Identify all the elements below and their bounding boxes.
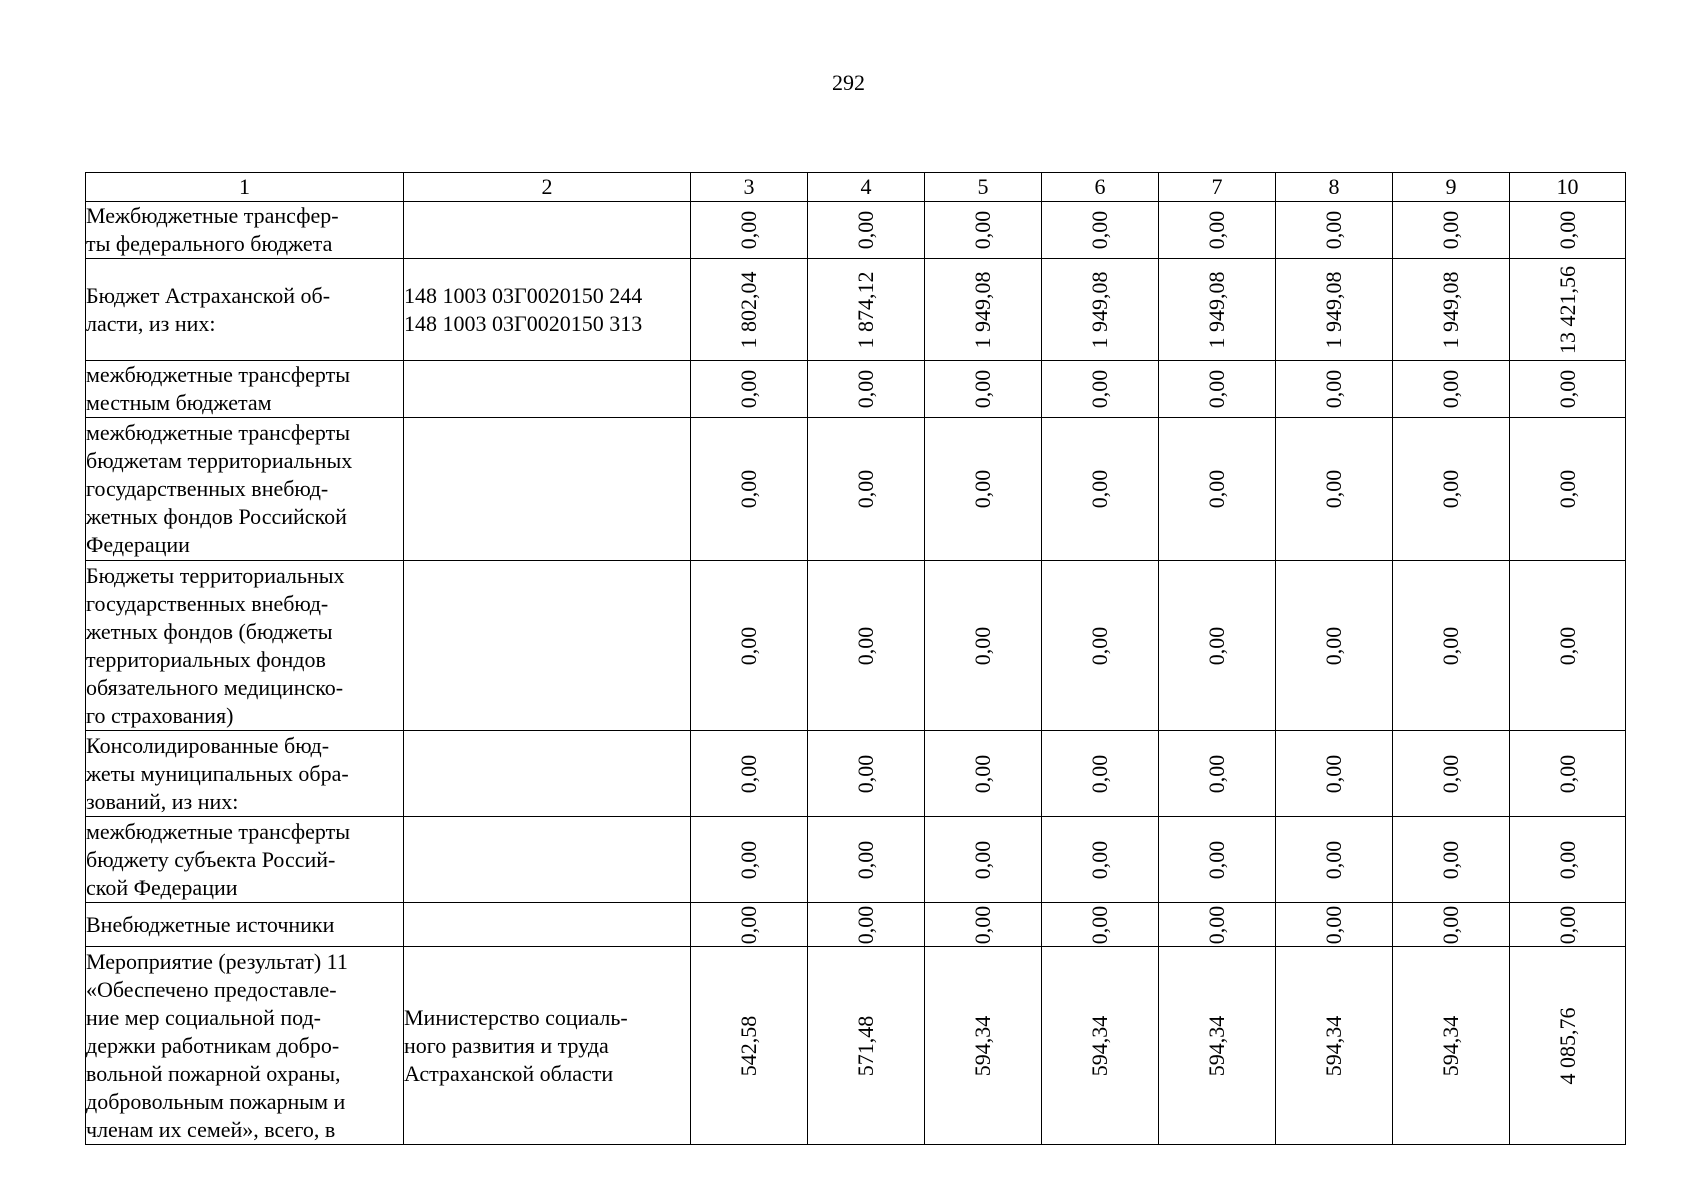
value-text: 0,00 [1204, 840, 1229, 879]
value-text: 0,00 [853, 369, 878, 409]
row-label-line: Внебюджетные источники [86, 911, 335, 937]
value-text: 0,00 [1438, 369, 1463, 409]
table-row [86, 418, 1626, 561]
value-text: 0,00 [1204, 369, 1229, 409]
row-code [404, 947, 691, 1145]
value-cell [1159, 202, 1276, 259]
table-row [86, 947, 1626, 1145]
value-text: 594,34 [970, 1015, 995, 1076]
value-cell [1393, 202, 1510, 259]
row-code-line: Министерство социаль- [404, 1004, 628, 1030]
value-cell [1276, 947, 1393, 1145]
value-cell [691, 903, 808, 947]
value-text: 0,00 [970, 626, 995, 665]
value-cell [808, 903, 925, 947]
value-text: 4 085,76 [1554, 1007, 1580, 1084]
column-header: 7 [1159, 173, 1276, 202]
value-text: 0,00 [853, 754, 878, 793]
value-text: 0,00 [1438, 840, 1463, 879]
row-code-line: ного развития и труда [404, 1032, 609, 1058]
value-text: 0,00 [1204, 210, 1229, 250]
row-label-line: ласти, из них: [86, 310, 216, 336]
value-text: 0,00 [736, 754, 761, 793]
value-text: 0,00 [736, 626, 761, 665]
value-cell [1510, 202, 1626, 259]
value-cell [925, 361, 1042, 418]
row-label-line: обязательного медицинско- [86, 674, 344, 700]
row-label-line: Мероприятие (результат) 11 [86, 948, 348, 974]
value-text: 0,00 [736, 905, 761, 944]
row-label-line: добровольным пожарным и [86, 1088, 346, 1114]
row-label-line: ской Федерации [86, 874, 238, 900]
row-label-line: межбюджетные трансферты [86, 420, 350, 445]
value-cell [1393, 903, 1510, 947]
table-row [86, 903, 1626, 947]
value-text: 0,00 [1321, 469, 1346, 509]
row-code [404, 259, 691, 361]
value-text: 0,00 [736, 469, 761, 509]
value-text: 594,34 [1321, 1015, 1346, 1076]
row-label-line: местным бюджетам [86, 390, 272, 415]
value-text: 0,00 [1087, 369, 1112, 409]
row-label-line: зований, из них: [86, 788, 239, 814]
value-text: 0,00 [1554, 369, 1580, 409]
value-text: 0,00 [1087, 754, 1112, 793]
value-cell [925, 259, 1042, 361]
row-label [86, 817, 404, 903]
value-text: 594,34 [1204, 1015, 1229, 1076]
table-row [86, 202, 1626, 259]
value-cell [1042, 202, 1159, 259]
value-text: 0,00 [1204, 754, 1229, 793]
value-cell [1393, 947, 1510, 1145]
row-label-line: Федерации [86, 532, 190, 557]
row-label-line: Бюджеты территориальных [86, 562, 345, 588]
value-text: 0,00 [1321, 210, 1346, 250]
value-cell [1393, 817, 1510, 903]
row-label [86, 947, 404, 1145]
value-cell [1159, 561, 1276, 731]
value-cell [1276, 903, 1393, 947]
row-label-line: Межбюджетные трансфер- [86, 203, 339, 228]
value-text: 1 949,08 [1438, 271, 1463, 348]
value-cell [808, 418, 925, 561]
value-text: 0,00 [1321, 905, 1346, 944]
row-code-line: 148 1003 03Г0020150 313 [404, 310, 643, 336]
value-cell [691, 202, 808, 259]
value-cell [691, 361, 808, 418]
budget-table [85, 172, 1626, 1145]
column-header: 1 [86, 173, 404, 202]
row-label-line: бюджетам территориальных [86, 448, 353, 473]
row-code-line: 148 1003 03Г0020150 244 [404, 282, 643, 308]
row-label-line: держки работникам добро- [86, 1032, 340, 1058]
value-text: 0,00 [1438, 905, 1463, 944]
row-label-line: Консолидированные бюд- [86, 732, 330, 758]
value-cell [1276, 817, 1393, 903]
value-cell [1393, 561, 1510, 731]
row-label [86, 561, 404, 731]
value-cell [1510, 903, 1626, 947]
value-cell [1042, 817, 1159, 903]
value-cell [691, 947, 808, 1145]
value-cell [1510, 259, 1626, 361]
row-label-line: жетных фондов (бюджеты [86, 618, 333, 644]
value-cell [691, 418, 808, 561]
value-cell [1393, 731, 1510, 817]
row-label-line: государственных внебюд- [86, 590, 329, 616]
value-text: 0,00 [853, 210, 878, 250]
value-cell [1042, 361, 1159, 418]
value-text: 0,00 [853, 840, 878, 879]
row-code [404, 361, 691, 418]
value-cell [1159, 361, 1276, 418]
value-text: 0,00 [1321, 840, 1346, 879]
row-code [404, 903, 691, 947]
row-label-line: Бюджет Астраханской об- [86, 282, 331, 308]
value-cell [1159, 947, 1276, 1145]
value-text: 0,00 [1204, 626, 1229, 665]
column-header: 9 [1393, 173, 1510, 202]
row-label-line: членам их семей», всего, в [86, 1116, 336, 1142]
value-cell [1276, 561, 1393, 731]
value-text: 0,00 [1554, 754, 1580, 793]
value-cell [1159, 731, 1276, 817]
value-cell [808, 817, 925, 903]
column-header: 5 [925, 173, 1042, 202]
value-cell [1042, 903, 1159, 947]
value-cell [1510, 361, 1626, 418]
value-cell [925, 947, 1042, 1145]
value-text: 0,00 [1438, 626, 1463, 665]
row-label-line: территориальных фондов [86, 646, 326, 672]
value-text: 0,00 [1087, 626, 1112, 665]
column-header: 8 [1276, 173, 1393, 202]
value-text: 0,00 [1087, 469, 1112, 509]
value-cell [1510, 418, 1626, 561]
value-text: 542,58 [736, 1015, 761, 1076]
column-header: 4 [808, 173, 925, 202]
column-header: 6 [1042, 173, 1159, 202]
value-text: 0,00 [970, 210, 995, 250]
row-label-line: государственных внебюд- [86, 476, 329, 501]
value-text: 1 949,08 [970, 271, 995, 348]
value-cell [1159, 259, 1276, 361]
value-cell [1276, 259, 1393, 361]
value-cell [1510, 947, 1626, 1145]
row-label-line: го страхования) [86, 702, 234, 728]
value-cell [1510, 731, 1626, 817]
value-cell [1510, 561, 1626, 731]
row-label-line: ние мер социальной под- [86, 1004, 321, 1030]
row-code-line: Астраханской области [404, 1060, 614, 1086]
value-text: 0,00 [1554, 905, 1580, 944]
value-text: 0,00 [970, 369, 995, 409]
value-cell [1510, 817, 1626, 903]
value-text: 0,00 [853, 626, 878, 665]
row-label-line: жетных фондов Российской [86, 504, 347, 529]
value-cell [1042, 259, 1159, 361]
column-header: 3 [691, 173, 808, 202]
value-cell [1276, 361, 1393, 418]
value-cell [925, 561, 1042, 731]
row-label-line: межбюджетные трансферты [86, 818, 350, 844]
value-cell [1042, 561, 1159, 731]
value-text: 0,00 [853, 905, 878, 944]
row-code [404, 561, 691, 731]
table-row [86, 731, 1626, 817]
row-code [404, 817, 691, 903]
row-label [86, 731, 404, 817]
value-cell [808, 202, 925, 259]
value-cell [808, 361, 925, 418]
value-text: 0,00 [853, 469, 878, 509]
value-text: 1 949,08 [1321, 271, 1346, 348]
value-text: 0,00 [970, 754, 995, 793]
row-label [86, 259, 404, 361]
value-text: 0,00 [1321, 369, 1346, 409]
row-label-line: межбюджетные трансферты [86, 362, 350, 387]
value-text: 0,00 [1438, 469, 1463, 509]
row-label [86, 202, 404, 259]
value-text: 0,00 [1087, 905, 1112, 944]
row-code [404, 202, 691, 259]
table-row [86, 361, 1626, 418]
table-header-row [86, 173, 1626, 202]
value-text: 0,00 [736, 840, 761, 879]
value-cell [1276, 202, 1393, 259]
value-text: 0,00 [1554, 840, 1580, 879]
value-text: 0,00 [1438, 210, 1463, 250]
value-cell [1159, 817, 1276, 903]
value-text: 0,00 [1087, 840, 1112, 879]
value-cell [1042, 947, 1159, 1145]
row-label [86, 361, 404, 418]
value-cell [808, 561, 925, 731]
value-text: 0,00 [970, 905, 995, 944]
table-row [86, 561, 1626, 731]
value-text: 0,00 [1554, 626, 1580, 665]
value-text: 1 874,12 [853, 271, 878, 348]
value-cell [808, 731, 925, 817]
value-cell [925, 202, 1042, 259]
value-text: 571,48 [853, 1015, 878, 1076]
value-text: 1 802,04 [736, 271, 761, 348]
value-text: 594,34 [1087, 1015, 1112, 1076]
value-text: 1 949,08 [1204, 271, 1229, 348]
row-label-line: жеты муниципальных обра- [86, 760, 349, 786]
table-row [86, 259, 1626, 361]
page-number: 292 [832, 70, 865, 95]
row-label [86, 418, 404, 561]
value-cell [691, 561, 808, 731]
value-text: 594,34 [1438, 1015, 1463, 1076]
value-cell [1393, 418, 1510, 561]
value-cell [925, 903, 1042, 947]
value-cell [1159, 903, 1276, 947]
value-cell [691, 817, 808, 903]
row-label-line: бюджету субъекта Россий- [86, 846, 336, 872]
value-text: 0,00 [736, 210, 761, 250]
row-label-line: вольной пожарной охраны, [86, 1060, 341, 1086]
row-code [404, 731, 691, 817]
value-text: 0,00 [1554, 469, 1580, 509]
value-text: 1 949,08 [1087, 271, 1112, 348]
value-cell [925, 731, 1042, 817]
value-cell [1159, 418, 1276, 561]
value-cell [691, 731, 808, 817]
value-cell [1276, 418, 1393, 561]
value-cell [1042, 731, 1159, 817]
value-cell [1393, 259, 1510, 361]
value-text: 0,00 [970, 840, 995, 879]
value-text: 0,00 [1321, 626, 1346, 665]
row-label-line: ты федерального бюджета [86, 231, 333, 256]
value-cell [925, 418, 1042, 561]
value-cell [808, 947, 925, 1145]
value-text: 0,00 [1204, 905, 1229, 944]
value-text: 0,00 [1438, 754, 1463, 793]
value-cell [808, 259, 925, 361]
value-cell [1276, 731, 1393, 817]
value-text: 0,00 [970, 469, 995, 509]
value-cell [1042, 418, 1159, 561]
row-label-line: «Обеспечено предоставле- [86, 976, 337, 1002]
column-header: 10 [1510, 173, 1626, 202]
value-text: 13 421,56 [1554, 265, 1580, 354]
row-code [404, 418, 691, 561]
row-label [86, 903, 404, 947]
value-cell [691, 259, 808, 361]
value-cell [1393, 361, 1510, 418]
value-text: 0,00 [1321, 754, 1346, 793]
value-text: 0,00 [1554, 210, 1580, 250]
value-text: 0,00 [736, 369, 761, 409]
value-text: 0,00 [1087, 210, 1112, 250]
column-header: 2 [404, 173, 691, 202]
value-text: 0,00 [1204, 469, 1229, 509]
table-row [86, 817, 1626, 903]
value-cell [925, 817, 1042, 903]
